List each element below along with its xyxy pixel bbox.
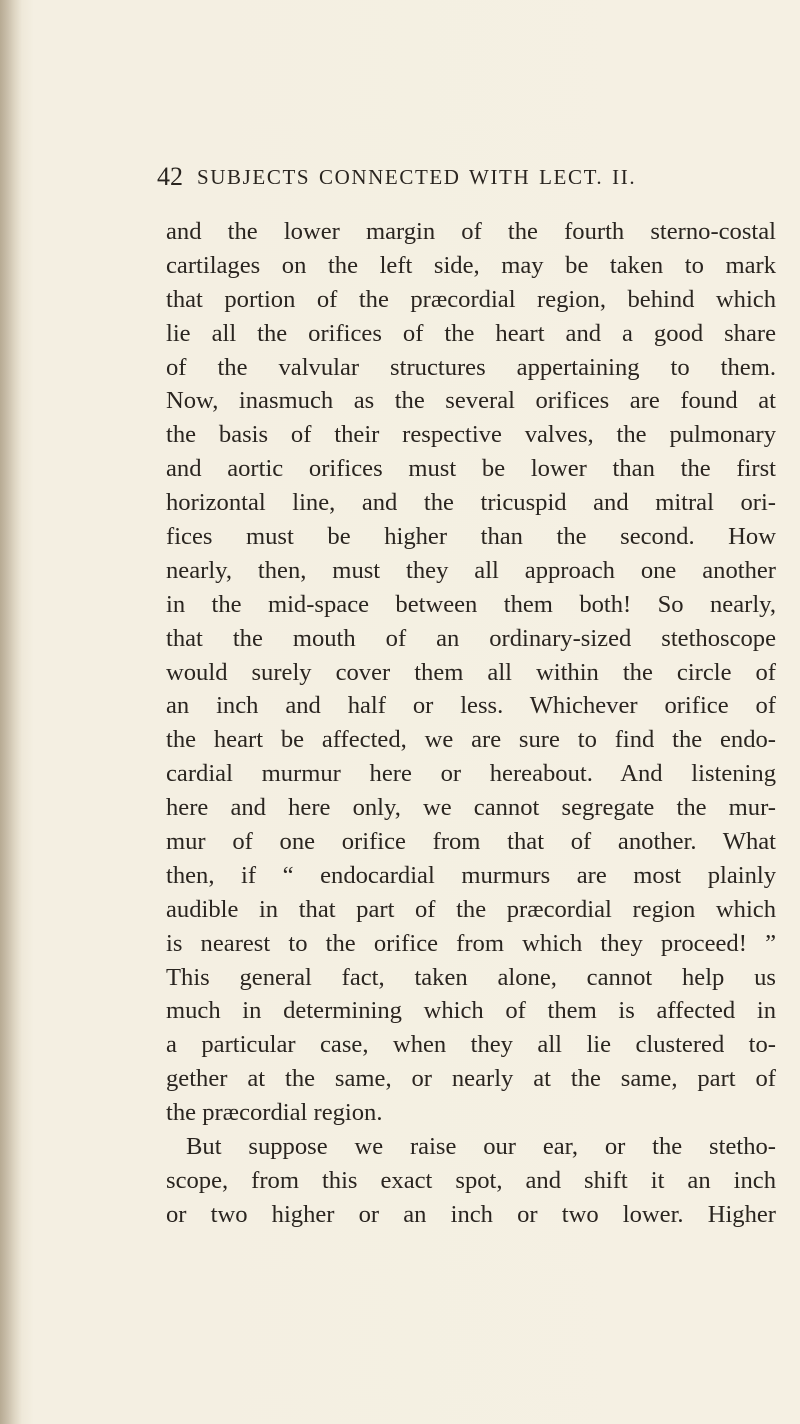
- text-line: in the mid-space between them both! So nearly,: [166, 590, 776, 618]
- text-line: Now, inasmuch as the several orifices are found at: [166, 387, 776, 415]
- text-line: the heart be affected, we are sure to find the endo-: [166, 726, 776, 754]
- text-line: and aortic orifices must be lower than the first: [166, 455, 776, 483]
- text-line: an inch and half or less. Whichever orifice of: [166, 692, 776, 720]
- text-line: that portion of the præcordial region, behind which: [166, 285, 776, 313]
- text-line: and the lower margin of the fourth sterno-costal: [166, 218, 776, 245]
- body-text: [166, 215, 776, 1232]
- text-line: audible in that part of the præcordial region which: [166, 895, 776, 923]
- text-line: would surely cover them all within the circle of: [166, 658, 776, 686]
- text-line: mur of one orifice from that of another. What: [166, 828, 776, 856]
- text-line: gether at the same, or nearly at the same, part of: [166, 1065, 776, 1093]
- page-number: 42: [157, 162, 183, 191]
- running-head: [157, 160, 777, 194]
- text-line: fices must be higher than the second. How: [166, 523, 776, 551]
- text-line: is nearest to the orifice from which they proceed! ”: [166, 929, 776, 957]
- text-line: of the valvular structures appertaining to them.: [166, 353, 776, 381]
- text-line: scope, from this exact spot, and shift it an inch: [166, 1166, 776, 1194]
- text-line: horizontal line, and the tricuspid and mitral ori-: [166, 489, 776, 517]
- text-line: then, if “ endocardial murmurs are most plainly: [166, 861, 776, 889]
- text-line: This general fact, taken alone, cannot help us: [166, 963, 776, 991]
- text-line: nearly, then, must they all approach one another: [166, 556, 776, 584]
- running-title: SUBJECTS CONNECTED WITH LECT. II.: [197, 165, 637, 189]
- text-line: cartilages on the left side, may be taken to mark: [166, 251, 776, 279]
- binding-gutter: [0, 0, 22, 1424]
- paragraph-start-line: But suppose we raise our ear, or the stetho-: [186, 1133, 776, 1161]
- paragraph-end-line: the præcordial region.: [166, 1099, 383, 1127]
- text-line: cardial murmur here or hereabout. And listening: [166, 760, 776, 788]
- text-line: the basis of their respective valves, the pulmonary: [166, 421, 776, 449]
- text-line: that the mouth of an ordinary-sized stethoscope: [166, 624, 776, 652]
- text-line: much in determining which of them is affected in: [166, 997, 776, 1025]
- text-line: or two higher or an inch or two lower. Higher: [166, 1200, 776, 1228]
- text-line: here and here only, we cannot segregate the mur-: [166, 794, 776, 822]
- text-line: a particular case, when they all lie clustered to-: [166, 1031, 776, 1059]
- text-line: lie all the orifices of the heart and a good share: [166, 319, 776, 347]
